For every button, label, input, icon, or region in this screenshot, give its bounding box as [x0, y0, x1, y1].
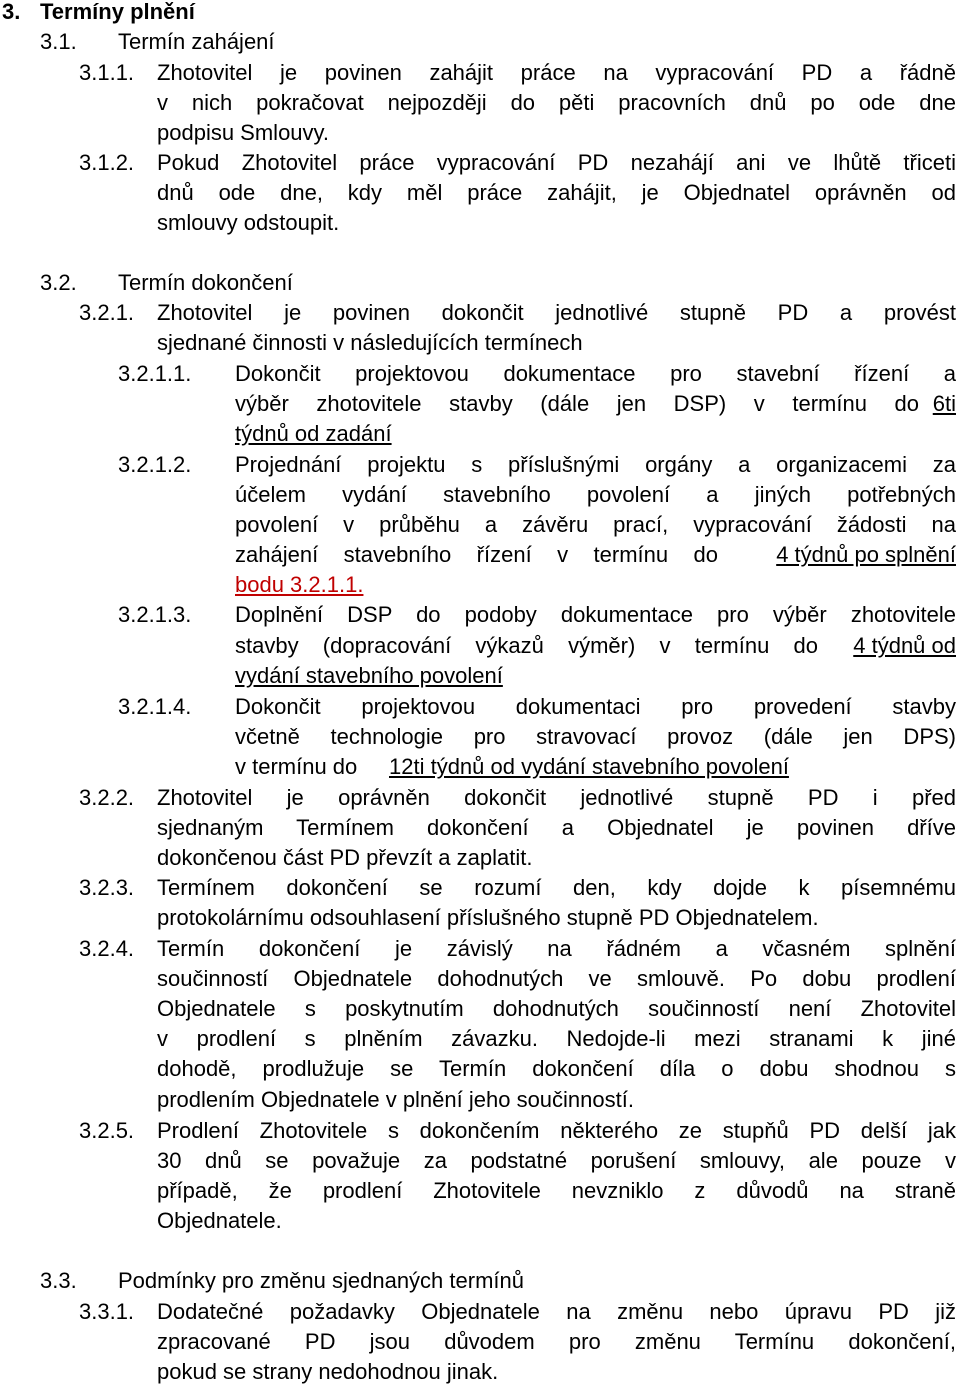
deadline-text: 12ti týdnů od vydání stavebního povolení: [389, 754, 789, 779]
clause-text: Pokud Zhotovitel práce vypracování PD nezahájí ani ve lhůtě třiceti: [157, 150, 956, 175]
clause-text: prodlením Objednatele v plnění jeho součinností.: [157, 1087, 634, 1112]
clause-line: [0, 903, 956, 933]
clause-text: účelem vydání stavebního povolení a jiných potřebných: [235, 482, 956, 507]
clause-line: [0, 964, 956, 994]
clause-text: v termínu do: [235, 754, 358, 779]
clause-line: [0, 752, 956, 782]
subsection-heading: [0, 1266, 956, 1296]
clause-text: dokončenou část PD převzít a zaplatit.: [157, 845, 533, 870]
clause-text: Objednatele.: [157, 1208, 282, 1233]
clause-number: 3.2.3.: [79, 875, 135, 900]
clause-text: zahájení stavebního řízení v termínu do: [235, 542, 718, 567]
clause-line: [0, 419, 956, 449]
clause-number: 3.2.1.2.: [118, 452, 192, 477]
clause-line: [0, 722, 956, 752]
clause-text: povolení v průběhu a závěru prací, vypracování žádosti na: [235, 512, 956, 537]
clause-line: [0, 359, 956, 389]
clause-line: [0, 1024, 956, 1054]
clause-line: [0, 178, 956, 208]
clause-number: 3.2.2.: [79, 785, 135, 810]
clause-line: [0, 570, 956, 600]
clause-line: [0, 389, 956, 419]
clause-line: [0, 298, 956, 328]
clause-line: [0, 58, 956, 88]
clause-text: Termín dokončení je závislý na řádném a včasném splnění: [157, 936, 956, 961]
subsection-title: Termín zahájení: [118, 29, 275, 54]
clause-text: dnů ode dne, kdy měl práce zahájit, je Objednatel oprávněn od: [157, 180, 956, 205]
clause-text: v nich pokračovat nejpozději do pěti pracovních dnů po ode dne: [157, 90, 956, 115]
clause-text: Termínem dokončení se rozumí den, kdy dojde k písemnému: [157, 875, 956, 900]
clause-number: 3.1.2.: [79, 150, 135, 175]
deadline-text: 4 týdnů od: [853, 633, 956, 658]
clause-text: včetně technologie pro stravovací provoz (dále jen DPS): [235, 724, 956, 749]
clause-text: Zhotovitel je povinen dokončit jednotlivé stupně PD a provést: [157, 300, 956, 325]
clause-line: [0, 600, 956, 630]
clause-line: [0, 994, 956, 1024]
clause-text: Doplnění DSP do podoby dokumentace pro výběr zhotovitele: [235, 602, 956, 627]
clause-text: součinností Objednatele dohodnutých ve smlouvě. Po dobu prodlení: [157, 966, 956, 991]
clause-line: [0, 1054, 956, 1084]
clause-text: Dodatečné požadavky Objednatele na změnu nebo úpravu PD již: [157, 1299, 956, 1324]
clause-line: [0, 1085, 956, 1115]
reference-link: bodu 3.2.1.1.: [235, 572, 364, 597]
clause-line: [0, 783, 956, 813]
clause-line: [0, 631, 956, 661]
clause-text: sjednaným Termínem dokončení a Objednatel je povinen dříve: [157, 815, 956, 840]
clause-text: Dokončit projektovou dokumentaci pro provedení stavby: [235, 694, 956, 719]
clause-line: [0, 328, 956, 358]
clause-line: [0, 1146, 956, 1176]
clause-line: [0, 873, 956, 903]
clause-line: [0, 1176, 956, 1206]
clause-line: [0, 692, 956, 722]
subsection-number: 3.3.: [40, 1268, 77, 1293]
clause-text: sjednané činnosti v následujících termínech: [157, 330, 583, 355]
clause-line: [0, 510, 956, 540]
subsection-title: Podmínky pro změnu sjednaných termínů: [118, 1268, 524, 1293]
deadline-text: 6ti: [932, 391, 956, 416]
clause-line: [0, 1206, 956, 1236]
subsection-heading: [0, 268, 956, 298]
clause-text: smlouvy odstoupit.: [157, 210, 340, 235]
clause-line: [0, 208, 956, 238]
clause-number: 3.3.1.: [79, 1299, 135, 1324]
clause-text: dohodě, prodlužuje se Termín dokončení díla o dobu shodnou s: [157, 1056, 956, 1081]
clause-line: [0, 450, 956, 480]
clause-text: v prodlení s plněním závazku. Nedojde-li mezi stranami k jiné: [157, 1026, 956, 1051]
clause-line: [0, 843, 956, 873]
clause-number: 3.2.1.4.: [118, 694, 192, 719]
clause-text: výběr zhotovitele stavby (dále jen DSP) v termínu do: [235, 391, 919, 416]
clause-number: 3.2.1.: [79, 300, 135, 325]
clause-text: Projednání projektu s příslušnými orgány a organizacemi za: [235, 452, 956, 477]
clause-text: Objednatele s poskytnutím dohodnutých součinností není Zhotovitel: [157, 996, 956, 1021]
section-heading: [0, 0, 956, 27]
subsection-number: 3.2.: [40, 270, 77, 295]
clause-line: [0, 88, 956, 118]
clause-text: 30 dnů se považuje za podstatné porušení smlouvy, ale pouze v: [157, 1148, 956, 1173]
section-number: 3.: [2, 0, 21, 24]
deadline-text: 4 týdnů po splnění: [776, 542, 956, 567]
clause-line: [0, 148, 956, 178]
subsection-title: Termín dokončení: [118, 270, 293, 295]
clause-text: protokolárnímu odsouhlasení příslušného stupně PD Objednatelem.: [157, 905, 819, 930]
clause-number: 3.1.1.: [79, 60, 135, 85]
clause-number: 3.2.1.1.: [118, 361, 192, 386]
clause-text: Prodlení Zhotovitele s dokončením některého ze stupňů PD delší jak: [157, 1118, 956, 1143]
section-title: Termíny plnění: [40, 0, 195, 24]
clause-text: podpisu Smlouvy.: [157, 120, 330, 145]
clause-text: Zhotovitel je oprávněn dokončit jednotlivé stupně PD i před: [157, 785, 956, 810]
clause-text: zpracované PD jsou důvodem pro změnu Termínu dokončení,: [157, 1329, 956, 1354]
clause-text: pokud se strany nedohodnou jinak.: [157, 1359, 499, 1384]
clause-text: případě, že prodlení Zhotovitele nevzniklo z důvodů na straně: [157, 1178, 956, 1203]
clause-line: [0, 1327, 956, 1357]
clause-text: Zhotovitel je povinen zahájit práce na vypracování PD a řádně: [157, 60, 956, 85]
deadline-text: vydání stavebního povolení: [235, 663, 503, 688]
clause-number: 3.2.5.: [79, 1118, 135, 1143]
clause-number: 3.2.1.3.: [118, 602, 192, 627]
clause-text: Dokončit projektovou dokumentace pro stavební řízení a: [235, 361, 956, 386]
clause-number: 3.2.4.: [79, 936, 135, 961]
deadline-text: týdnů od zadání: [235, 421, 392, 446]
subsection-heading: [0, 27, 956, 57]
clause-line: [0, 1357, 956, 1387]
clause-line: [0, 480, 956, 510]
subsection-number: 3.1.: [40, 29, 77, 54]
clause-line: [0, 661, 956, 691]
clause-line: [0, 118, 956, 148]
clause-line: [0, 813, 956, 843]
clause-line: [0, 1116, 956, 1146]
clause-line: [0, 1297, 956, 1327]
clause-line: [0, 540, 956, 570]
clause-text: stavby (dopracování výkazů výměr) v termínu do: [235, 633, 818, 658]
clause-line: [0, 934, 956, 964]
